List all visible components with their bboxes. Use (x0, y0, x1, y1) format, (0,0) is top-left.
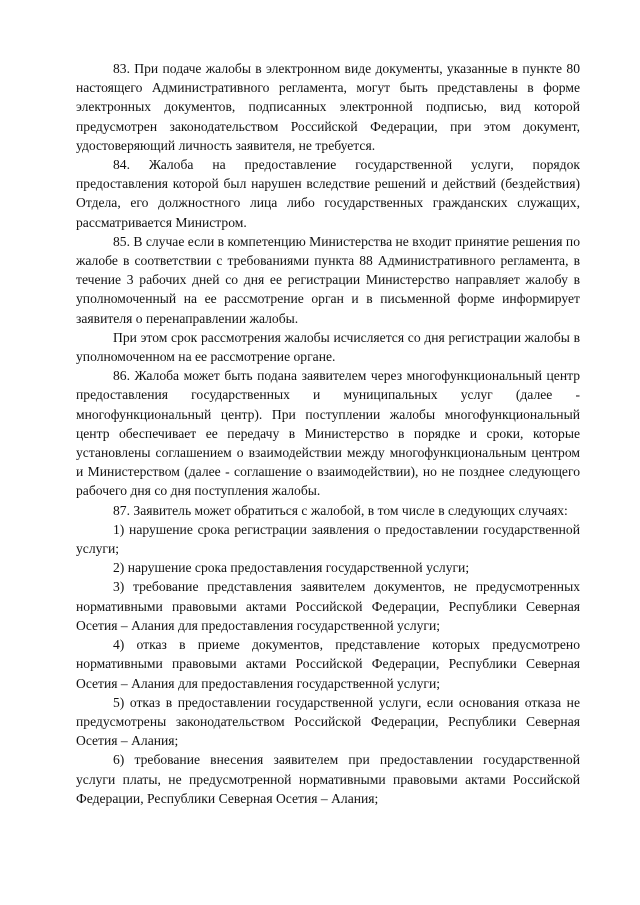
list-item-1: 1) нарушение срока регистрации заявления о предоставлении государственной услуги; (76, 521, 580, 557)
list-item-4: 4) отказ в приеме документов, представление которых предусмотрено нормативными правовыми актами Российской Федерации, Республики Северная Осетия – Алания для предоставления государственной услуги; (76, 637, 580, 691)
paragraph-85: 85. В случае если в компетенцию Министерства не входит принятие решения по жалобе в соответствии с требованиями пункта 88 Административного регламента, в течение 3 рабочих дней со дня ее регистрации Министерство направляет жалобу в уполномоченный на ее рассмотрение орган и в письменной форме информирует заявителя о перенаправлении жалобы. (76, 233, 580, 326)
list-item-2: 2) нарушение срока предоставления государственной услуги; (113, 560, 470, 576)
list-item-5: 5) отказ в предоставлении государственной услуги, если основания отказа не предусмотрены законодательством Российской Федерации, Республики Северная Осетия – Алания; (76, 694, 580, 749)
document-body (76, 59, 580, 808)
paragraph-84: 84. Жалоба на предоставление государственной услуги, порядок предоставления которой был нарушен вследствие решений и действий (бездействия) Отдела, его должностного лица либо государственных гражданских служащих, рассматривается Министром. (76, 157, 580, 230)
paragraph-83: 83. При подаче жалобы в электронном виде документы, указанные в пункте 80 настоящего Административного регламента, могут быть представлены в форме электронных документов, подписанных электронной подписью, вид которой предусмотрен законодательством Российской Федерации, при этом документ, удостоверяющий личность заявителя, не требуется. (76, 61, 580, 153)
paragraph-85-continuation: При этом срок рассмотрения жалобы исчисляется со дня регистрации жалобы в уполномоченном на ее рассмотрение органе. (76, 329, 580, 365)
paragraph-86: 86. Жалоба может быть подана заявителем через многофункциональный центр предоставления государственных и муниципальных услуг (далее - многофункциональный центр). При поступлении жалобы многофункциональный центр обеспечивает ее передачу в Министерство в порядке и сроки, которые установлены соглашением о взаимодействии между многофункциональным центром и Министерством (далее - соглашение о взаимодействии), но не позднее следующего рабочего дня со дня поступления жалобы. (76, 368, 580, 499)
list-item-3: 3) требование представления заявителем документов, не предусмотренных нормативными правовыми актами Российской Федерации, Республики Северная Осетия – Алания для предоставления государственной услуги; (76, 579, 580, 633)
list-item-6: 6) требование внесения заявителем при предоставлении государственной услуги платы, не предусмотренной нормативными правовыми актами Российской Федерации, Республики Северная Осетия – Алания; (76, 752, 580, 806)
paragraph-87: 87. Заявитель может обратиться с жалобой, в том числе в следующих случаях: (113, 502, 568, 518)
